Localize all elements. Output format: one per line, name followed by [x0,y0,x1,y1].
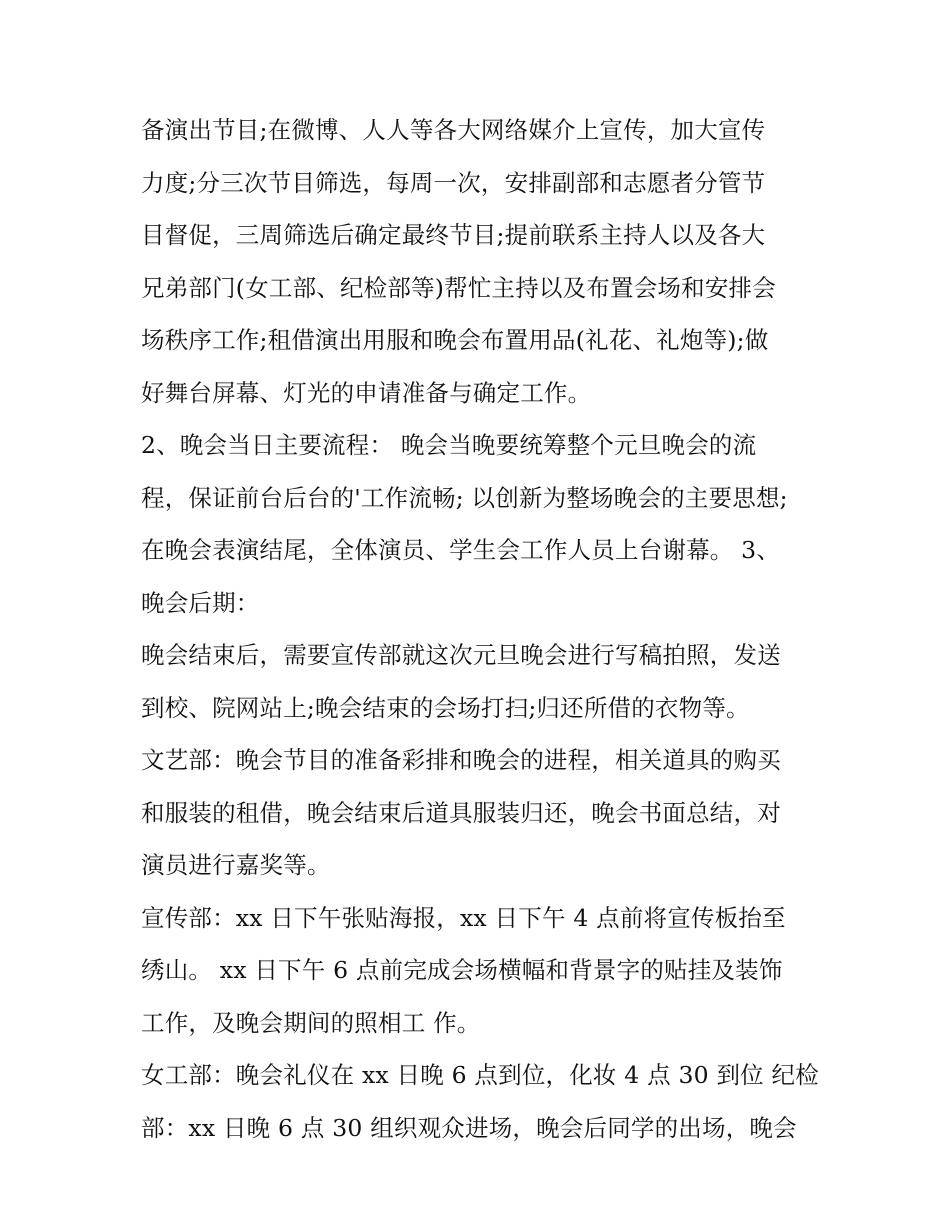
text-line: 晚会后期： [141,588,260,617]
text-line: 工作，及晚会期间的照相工 作。 [141,1008,481,1037]
document-body [141,104,821,1154]
text-line: 部：xx 日晚 6 点 30 组织观众进场，晚会后同学的出场，晚会 [141,1113,797,1142]
text-line: 在晚会表演结尾，全体演员、学生会工作人员上台谢幕。 3、 [141,536,781,564]
text-line: 场秩序工作;租借演出用服和晚会布置用品(礼花、礼炮等);做 [141,326,769,354]
text-line: 宣传部：xx 日下午张贴海报，xx 日下午 4 点前将宣传板抬至 [141,903,786,932]
text-line: 和服装的租借，晚会结束后道具服装归还，晚会书面总结，对 [141,798,781,827]
text-line: 绣山。 xx 日下午 6 点前完成会场横幅和背景字的贴挂及装饰 [141,956,783,984]
text-line: 目督促，三周筛选后确定最终节目;提前联系主持人以及各大 [141,221,766,249]
text-line: 女工部：晚会礼仪在 xx 日晚 6 点到位，化妆 4 点 30 到位 纪检 [141,1061,819,1089]
text-line: 兄弟部门(女工部、纪检部等)帮忙主持以及布置会场和安排会 [141,273,776,302]
text-line: 文艺部：晚会节目的准备彩排和晚会的进程，相关道具的购买 [141,746,781,774]
text-line: 好舞台屏幕、灯光的申请准备与确定工作。 [141,378,592,407]
text-line: 力度;分三次节目筛选，每周一次，安排副部和志愿者分管节 [141,168,766,197]
text-line: 备演出节目;在微博、人人等各大网络媒介上宣传，加大宣传 [141,116,766,144]
text-line: 晚会结束后，需要宣传部就这次元旦晚会进行写稿拍照，发送 [141,641,781,669]
text-line: 2、晚会当日主要流程： 晚会当晚要统筹整个元旦晚会的流 [141,431,757,459]
text-line: 到校、院网站上;晚会结束的会场打扫;归还所借的衣物等。 [141,693,750,722]
text-line: 程，保证前台后台的'工作流畅; 以创新为整场晚会的主要思想; [141,483,788,512]
text-line: 演员进行嘉奖等。 [141,851,331,879]
